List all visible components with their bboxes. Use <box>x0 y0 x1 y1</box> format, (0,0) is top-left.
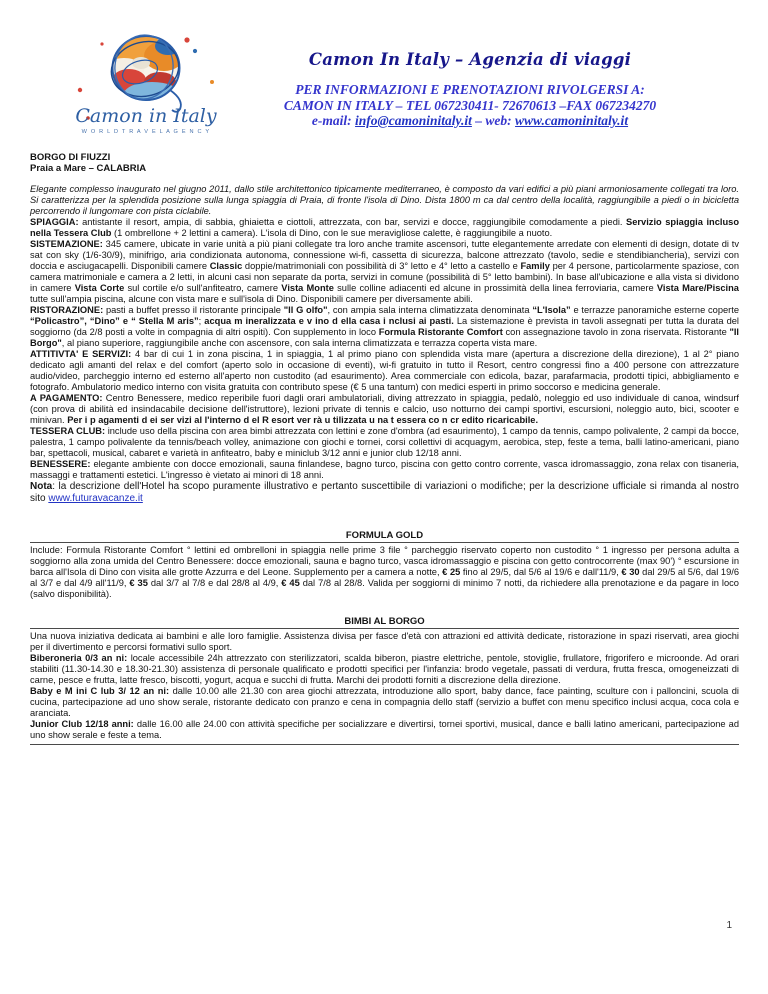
text-run: TESSERA CLUB: <box>30 426 106 436</box>
text-run: dal 29/5 al 5/6, dal 19/6 al 3/7 e dal 4/9 all'11/9, <box>30 567 739 588</box>
logo-script-text: Camon in Italy <box>75 105 217 127</box>
text-run: elegante ambiente con docce emozionali, sauna finlandese, bagno turco, piscina con getto contro corrente, vasca idromassaggio, zona relax con tisaneria, massaggi e trattamenti estetici. L'ingresso è vietato ai minori di 18 anni. <box>30 459 739 480</box>
paragraph-intro <box>30 184 739 217</box>
text-run: dalle 16.00 alle 24.00 con attività specifiche per socializzare e divertirsi, tornei sportivi, musical, dance e balli latino americani, partecipazione ad uno show serale e feste a tema. <box>30 719 739 740</box>
text-run: per 4 persone, particolarmente spaziose, con camera matrimoniale e camera a 2 letti, in alcuni casi non separate da porta, servizi in comune (possibilità di 5° letto bambini). In base all'ubicazione e alla vista si dividono in camere <box>30 261 739 293</box>
hotel-heading <box>30 152 146 174</box>
text-run: e-mail: <box>311 113 356 128</box>
text-run: Formula Ristorante Comfort <box>378 327 503 337</box>
page-number: 1 <box>726 920 732 931</box>
text-run: sul cortile e/o sull'anfiteatro, camere <box>124 283 282 293</box>
text-run: , con ampia sala interna climatizzata denominata <box>327 305 533 315</box>
text-run: antistante il resort, ampia, di sabbia, ghiaietta e ciottoli, attrezzata, con bar, servizi e docce, raggiungibile comodamente a piedi. <box>78 217 627 227</box>
text-run: € 35 <box>129 578 148 588</box>
text-run: Vista Monte <box>281 283 334 293</box>
text-run: € 45 <box>281 578 300 588</box>
contact-line-phone: CAMON IN ITALY – TEL 067230411- 72670613 –FAX 067234270 <box>283 97 657 113</box>
futuravacanze-link[interactable]: www.futuravacanze.it <box>48 492 143 504</box>
text-run: ATTITIVTA' E SERVIZI: <box>30 349 132 359</box>
text-run: Include: Formula Ristorante Comfort ° lettini ed ombrelloni in spiaggia nelle prime 3 file ° parcheggio riservato coperto non custodito ° 1 ingresso per persona adulta a soggiorno alla zona umida del Centro Benessere: docce emozionali, sauna e bagno turco, vasca idromassaggio e piscina con getto controcorrente (max 90') ° escursione in barca all'Isola di Dino con visita alle grotte Azzurra e del Leone. Supplemento per a camera a notte, <box>30 545 739 577</box>
text-run: SISTEMAZIONE: <box>30 239 103 249</box>
paragraph-spiaggia <box>30 217 739 239</box>
paragraph-biberoneria <box>30 653 739 686</box>
text-run: doppie/matrimoniali con possibilità di 3° letto e 4° letto a castello e <box>242 261 521 271</box>
text-run: 345 camere, ubicate in varie unità a più piani collegate tra loro anche tramite ascensori, tutte elegantemente arredate con elementi di design, dotate di tv sat con sky (1/6-30/9), minifrigo, aria condizionata autonoma, connessione wi-fi, cassetta di sicurezza, balcone attrezzato (tavolo, sedie e stendibiancheria), servizi con doccia e asciugacapelli. Disponibili camere <box>30 239 739 271</box>
bimbi-al-borgo-box <box>30 628 739 745</box>
text-run: Vista Mare/Piscina <box>656 283 739 293</box>
text-run: Classic <box>209 261 243 271</box>
text-run: "Il G olfo" <box>283 305 328 315</box>
text-run: Elegante complesso inaugurato nel giugno 2011, dallo stile architettonico tipicamente mediterraneo, è composto da vari edifici a più piani armoniosamente collegati tra loro. Si caratterizza per la splendida posizione sulla lunga spiaggia di Praia, di fronte l'isola di Dino. Dista 1800 m ca dal centro della località, raggiungibile a piedi o in bicicletta percorrendo il lungomare con pista ciclabile. <box>30 184 739 216</box>
paragraph-junior-club <box>30 719 739 741</box>
text-run: Per i p agamenti d ei ser vizi al l'interno d el R esort ver rà u tilizzata u na t essera co n cr edito ricaricabile. <box>67 415 539 425</box>
text-run: Baby e M ini C lub 3/ 12 an ni: <box>30 686 170 696</box>
globe-logo-icon <box>66 30 230 140</box>
paragraph-sistemazione <box>30 239 739 305</box>
text-run: Junior Club 12/18 anni: <box>30 719 134 729</box>
text-run: , al piano superiore, raggiungibile anche con ascensore, con sala interna climatizzata e terrazza coperta vista mare. <box>61 338 538 348</box>
text-run: dal 7/8 al 28/8. Valida per soggiorni di minimo 7 notti, da richiedere alla prenotazione e da pagare in loco (salvo disponibilità). <box>30 578 739 599</box>
text-run: Biberoneria 0/3 an ni: <box>30 653 128 663</box>
text-run: : la descrizione dell'Hotel ha scopo puramente illustrativo e pertanto suscettibile di variazioni o modifiche; per la descrizione ufficiale si rimanda al nostro sito <box>30 481 739 504</box>
paragraph-attivita-servizi <box>30 349 739 393</box>
text-run: SPIAGGIA: <box>30 217 79 227</box>
formula-gold-box <box>30 542 739 600</box>
text-run: – web: <box>471 113 516 128</box>
contact-line-email-web <box>228 113 712 129</box>
text-run: Nota <box>30 481 53 492</box>
document-header <box>228 50 712 129</box>
text-run: pasti a buffet presso il ristorante principale <box>103 305 284 315</box>
text-run: ; <box>198 316 205 326</box>
text-run: Centro Benessere, medico reperibile fuori dagli orari ambulatoriali, diving attrezzato in spiaggia, pedalò, noleggio ed uso individuale di canoa, windsurf (con prova di abilità ed insindacabile decisione dell'istruttore), lezioni private di tennis e calcio, uso notturno dei campi sportivi, escursioni, noleggio auto, bici, scooter e minivan. <box>30 393 740 425</box>
text-run: con assegnazione tavolo in zona riservata. Ristorante <box>502 327 730 337</box>
text-run: 4 bar di cui 1 in zona piscina, 1 in spiaggia, 1 al primo piano con splendida vista mare (apertura a discrezione della direzione), 1 al 2° piano dedicato agli amanti del relax e del comfort (aperto solo in occasione di eventi), wi-fi gratuito in tutto il Resort, centro congressi fino a 400 persone con attrezzature audio/video, parcheggio interno ed esterno all'aperto non custodito (ad esaurimento). Area commerciale con edicola, bazar, parafarmacia, prodotti tipici, abbigliamento e fotografo. Ambulatorio medico interno con visita gratuita con contributo spese (€ 5 una tantum) con medici esperti in primo soccorso e medicina generale. <box>30 349 739 392</box>
hotel-name: BORGO DI FIUZZI <box>30 152 111 163</box>
email-link[interactable]: info@camoninitaly.it <box>355 113 472 128</box>
contact-line-info: PER INFORMAZIONI E PRENOTAZIONI RIVOLGERSI A: <box>295 82 645 97</box>
text-run: tutte sull'ampia piscina, alcune con vista mare e sull'isola di Dino. Disponibili camere per diversamente abili. <box>30 294 473 304</box>
text-run: Una nuova iniziativa dedicata ai bambini e alle loro famiglie. Assistenza divisa per fasce d'età con attrazioni ed attività dedicate, ristorazione in spazi riservati, area giochi per il divertimento e percorsi formativi sullo sport. <box>30 631 739 652</box>
paragraph-nota <box>30 481 739 504</box>
contact-block <box>228 82 712 129</box>
paragraph-a-pagamento <box>30 393 739 426</box>
text-run: "Il Borgo" <box>30 327 740 348</box>
hotel-location: Praia a Mare – CALABRIA <box>30 163 147 174</box>
text-run: Family <box>520 261 550 271</box>
text-run: “L'Isola” <box>532 305 571 315</box>
agency-title: Camon In Italy – Agenzia di viaggi <box>308 50 632 69</box>
text-run: € 30 <box>621 567 640 577</box>
text-run: (1 ombrellone + 2 lettini a camera). L'isola di Dino, con le sue meravigliose calette, è raggiungibile a nuoto. <box>111 228 553 238</box>
paragraph-formula-gold <box>30 545 739 600</box>
document-body <box>30 184 739 745</box>
section-heading-formula-gold: FORMULA GOLD <box>345 530 424 541</box>
paragraph-baby-miniclub <box>30 686 739 719</box>
text-run: sulle colline adiacenti ed alcune in prossimità della linea ferroviaria, camere <box>333 283 657 293</box>
agency-logo <box>66 30 230 140</box>
text-run: e terrazze panoramiche esterne coperte <box>570 305 740 315</box>
text-run: dalle 10.00 alle 21.30 con area giochi attrezzata, introduzione allo sport, baby dance, face painting, sculture con i palloncini, scuola di cucina, partecipazione ad uno show serale, ristorante dedicato con pranzo e cena in compagnia dello staff (servizio a buffet con menu specifico inclusi acqua, coca cola e aranciata. <box>30 686 739 718</box>
text-run: La sistemazione è prevista in tavoli assegnati per tutta la durata del soggiorno (da 2/8 posti a volte in compagnia di altri ospiti). Con supplemento in loco <box>30 316 739 337</box>
text-run: Servizio spiaggia incluso nella Tessera Club <box>30 217 740 238</box>
text-run: fino al 29/5, dal 5/6 al 19/6 e dall'11/9, <box>460 567 622 577</box>
text-run: dal 3/7 al 7/8 e dal 28/8 al 4/9, <box>147 578 282 588</box>
section-heading-bimbi-al-borgo: BIMBI AL BORGO <box>344 616 425 627</box>
paragraph-ristorazione <box>30 305 739 349</box>
logo-subtext: W O R L D T R A V E L A G E N C Y <box>81 129 211 135</box>
text-run: “Policastro”, “Dino” e “ Stella M aris” <box>30 316 199 326</box>
text-run: acqua m ineralizzata e v ino d ella casa i nclusi ai pasti. <box>204 316 454 326</box>
text-run: RISTORAZIONE: <box>30 305 104 315</box>
text-run: include uso della piscina con area bimbi attrezzata con lettini e zone d'ombra (ad esaurimento), 1 campo da tennis, campo polivalente, 2 campi da bocce, palestra, 1 campo polivalente da tennis/beach volley, animazione con giochi e tornei, corsi collettivi di acquagym, aerobica, step, feste a tema, balli latino-americani, piano bar, spettacoli, musical, cabaret e varietà in anfiteatro, baby e miniclub 3/12 anni e junior club 12/18 anni. <box>30 426 739 458</box>
paragraph-benessere <box>30 459 739 481</box>
text-run: BENESSERE: <box>30 459 91 469</box>
text-run: locale accessibile 24h attrezzato con sterilizzatori, scalda biberon, piastre elettriche, pentole, stoviglie, frullatore, frigorifero e microonde. Ad orari stabiliti (11.30-14.30 e 18.30-21.30) assistenza di personale qualificato e prodotti specifici per l'infanzia: brodo vegetale, passati di verdura, frutta fresca, omogeneizzati di carne, pesce e frutta, latte fresco, biscotti, yogurt, acqua e succhi di frutta. Marchi dei prodotti forniti a discrezione della direzione. <box>30 653 739 685</box>
website-link[interactable]: www.camoninitaly.it <box>515 113 629 128</box>
paragraph-bimbi-intro <box>30 631 739 653</box>
paragraph-tessera-club <box>30 426 739 459</box>
text-run: A PAGAMENTO: <box>30 393 103 403</box>
text-run: Vista Corte <box>74 283 125 293</box>
text-run: € 25 <box>442 567 461 577</box>
